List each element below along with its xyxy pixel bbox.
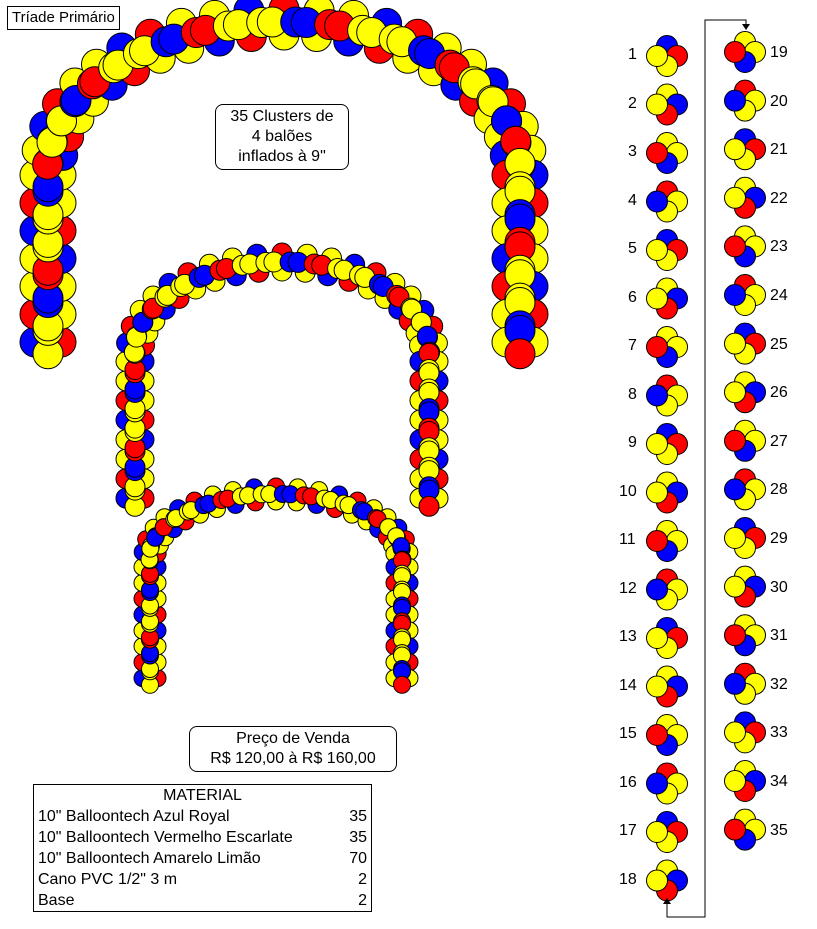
cluster-number: 25 [770,335,788,353]
cluster-note-line: 35 Clusters de [230,108,334,125]
material-name: Cano PVC 1/2" 3 m [38,871,178,888]
balloon [725,673,746,694]
price-label: Preço de Venda [236,730,350,747]
cluster-number: 35 [770,821,788,839]
cluster-note-line: 4 balões [251,128,313,145]
cluster-number: 18 [619,870,637,888]
balloon [647,94,668,115]
material-name: 10" Balloontech Amarelo Limão [38,850,261,867]
balloon [505,339,535,369]
cluster-number: 17 [619,822,637,839]
cluster-number: 8 [628,385,637,403]
cluster-number: 9 [628,434,637,451]
balloon [725,42,746,63]
balloon [647,288,668,309]
cluster-number: 31 [770,627,788,645]
balloon [647,434,668,455]
cluster-number: 3 [628,143,637,160]
balloon [725,187,746,208]
balloon [647,385,668,406]
cluster-sequence [647,32,766,902]
balloon [725,722,746,743]
balloon [725,139,746,160]
cluster-note-line: inflados à 9" [238,148,326,165]
balloon [419,496,439,516]
balloon [394,676,411,693]
material-row [34,827,371,848]
cluster-number: 33 [770,724,788,742]
price-box [189,726,397,772]
cluster-number: 2 [628,94,637,112]
cluster-number: 7 [628,337,637,354]
cluster-number: 5 [628,240,637,257]
page-title: Tríade Primário [7,6,120,30]
material-row [34,890,371,911]
balloon [647,822,668,843]
cluster-number: 6 [628,288,637,306]
balloon [725,479,746,500]
balloon [647,773,668,794]
material-name: 10" Balloontech Vermelho Escarlate [38,829,293,846]
material-name: 10" Balloontech Azul Royal [38,808,230,825]
cluster-number: 27 [770,432,788,450]
balloon [647,676,668,697]
balloon [647,870,668,891]
balloon [725,528,746,549]
material-qty: 70 [349,850,367,867]
cluster-number: 28 [770,481,788,499]
material-heading: MATERIAL [163,787,242,804]
balloon [647,191,668,212]
cluster-number: 32 [770,675,788,693]
balloon [647,240,668,261]
material-qty: 2 [358,871,367,888]
price-value: R$ 120,00 à R$ 160,00 [210,750,376,767]
cluster-number: 30 [770,578,788,596]
cluster-number: 29 [770,530,788,547]
balloon [647,143,668,164]
balloon [725,430,746,451]
balloon [725,285,746,306]
balloon [725,236,746,257]
balloon [647,725,668,746]
balloon [725,819,746,840]
cluster-number: 23 [770,238,788,256]
cluster-number: 1 [628,46,637,63]
material-qty: 2 [358,892,367,909]
cluster-number: 19 [770,44,788,61]
material-row [34,806,371,827]
balloon [725,625,746,646]
balloon [725,576,746,597]
cluster-number: 21 [770,141,788,159]
material-qty: 35 [349,829,367,846]
cluster-number: 10 [619,482,637,500]
material-qty: 35 [349,808,367,825]
cluster-number: 15 [619,725,637,742]
balloon [647,46,668,67]
cluster-number: 26 [770,384,788,402]
balloon [647,579,668,600]
material-name: Base [38,892,75,909]
balloon [647,482,668,503]
cluster-number: 4 [628,191,637,209]
cluster-number: 11 [619,531,636,548]
material-row [34,869,371,890]
cluster-number: 22 [770,189,788,207]
cluster-number: 20 [770,92,788,110]
material-row [34,848,371,869]
cluster-number: 13 [619,628,637,645]
material-table [33,784,372,912]
cluster-number: 24 [770,287,788,304]
balloon [647,531,668,552]
cluster-note [215,104,349,170]
balloon [725,771,746,792]
cluster-number: 12 [619,579,637,597]
balloon [725,382,746,403]
balloon [647,628,668,649]
balloon [725,90,746,111]
cluster-number: 14 [619,676,637,694]
balloon [725,333,746,354]
cluster-number: 16 [619,773,637,791]
balloon [647,337,668,358]
cluster-number: 34 [770,773,788,790]
